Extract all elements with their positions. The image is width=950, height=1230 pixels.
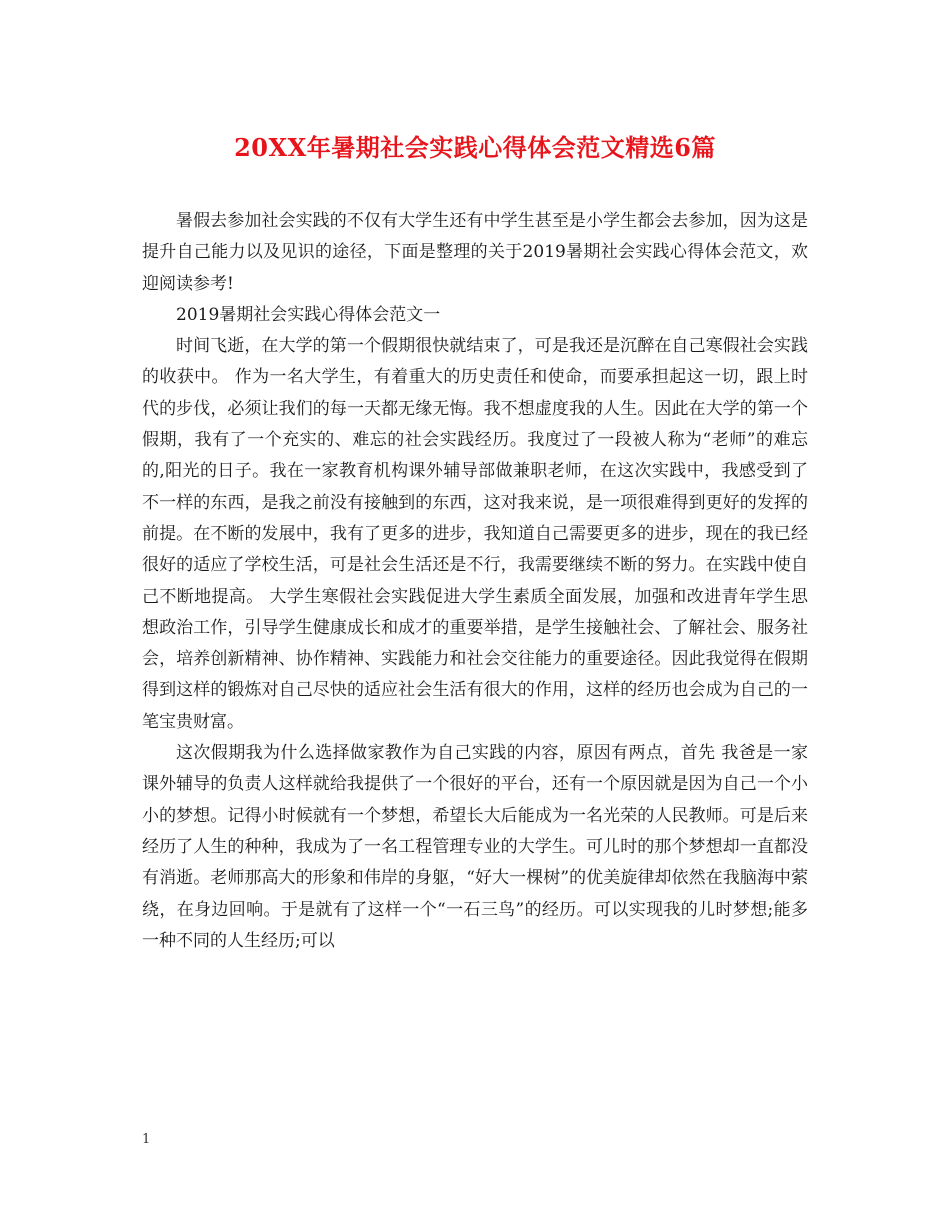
intro-paragraph: 暑假去参加社会实践的不仅有大学生还有中学生甚至是小学生都会去参加，因为这是提升自己能力以及见识的途径，下面是整理的关于2019暑期社会实践心得体会范文，欢迎阅读参考! [142,211,808,294]
section-heading: 2019暑期社会实践心得体会范文一 [176,304,441,325]
body-paragraph-1: 时间飞逝，在大学的第一个假期很快就结束了，可是我还是沉醉在自己寒假社会实践的收获中。 作为一名大学生，有着重大的历史责任和使命，而要承担起这一切，跟上时代的步伐，必须让我们的每一天都无缘无悔。我不想虚度我的人生。因此在大学的第一个假期，我有了一个充实的、难忘的社会实践经历。我度过了一段被人称为“老师”的难忘的,阳光的日子。我在一家教育机构课外辅导部做兼职老师，在这次实践中，我感受到了不一样的东西，是我之前没有接触到的东西，这对我来说，是一项很难得到更好的发挥的前提。在不断的发展中，我有了更多的进步，我知道自己需要更多的进步，现在的我已经很好的适应了学校生活，可是社会生活还是不行，我需要继续不断的努力。在实践中使自己不断地提高。 大学生寒假社会实践促进大学生素质全面发展，加强和改进青年学生思想政治工作，引导学生健康成长和成才的重要举措，是学生接触社会、了解社会、服务社会，培养创新精神、协作精神、实践能力和社会交往能力的重要途径。因此我觉得在假期得到这样的锻炼对自己尽快的适应社会生活有很大的作用，这样的经历也会成为自己的一笔宝贵财富。 [142,336,808,732]
document-title: 20XX年暑期社会实践心得体会范文精选6篇 [234,133,716,162]
document-body [142,206,808,957]
page-number: 1 [142,1132,151,1147]
body-paragraph-2: 这次假期我为什么选择做家教作为自己实践的内容，原因有两点，首先 我爸是一家课外辅导的负责人这样就给我提供了一个很好的平台，还有一个原因就是因为自己一个小小的梦想。记得小时候就有一个梦想，希望长大后能成为一名光荣的人民教师。可是后来经历了人生的种种，我成为了一名工程管理专业的大学生。可儿时的那个梦想却一直都没有消逝。老师那高大的形象和伟岸的身躯，“好大一棵树”的优美旋律却依然在我脑海中萦绕，在身边回响。于是就有了这样一个“一石三鸟”的经历。可以实现我的儿时梦想;能多一种不同的人生经历;可以 [142,743,808,951]
